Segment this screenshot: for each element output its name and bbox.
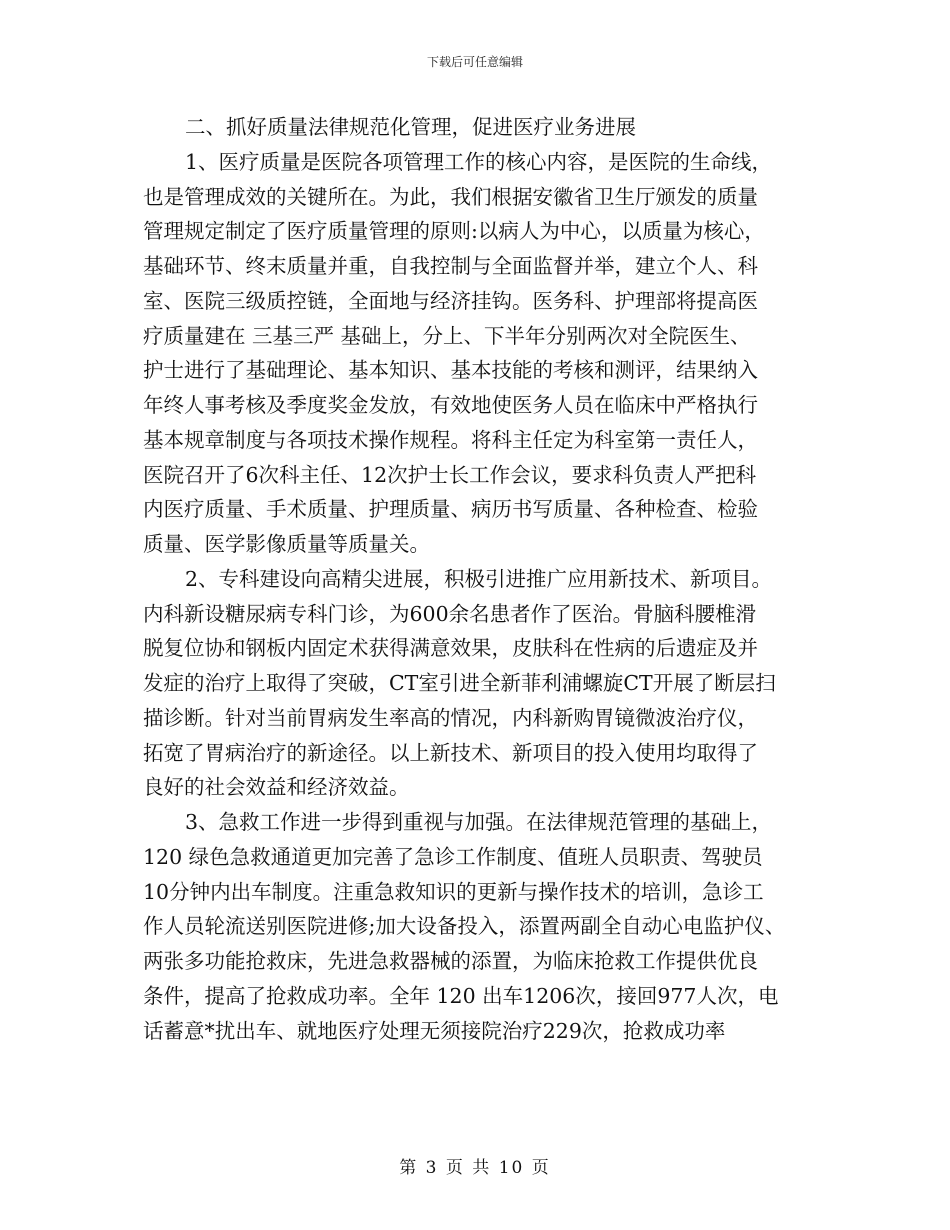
section-heading: 二、抓好质量法律规范化管理，促进医疗业务进展 xyxy=(185,115,636,139)
paragraph-line: 内医疗质量、手术质量、护理质量、病历书写质量、各种检查、检验 xyxy=(143,497,758,522)
paragraph-line: 2、专科建设向高精尖进展，积极引进推广应用新技术、新项目。 xyxy=(185,566,773,591)
paragraph-line: 良好的社会效益和经济效益。 xyxy=(143,775,410,800)
paragraph-line: 室、医院三级质控链，全面地与经济挂钩。医务科、护理部将提高医 xyxy=(143,288,758,313)
paragraph-line: 脱复位协和钢板内固定术获得满意效果，皮肤科在性病的后遗症及并 xyxy=(143,636,758,661)
paragraph-line: 年终人事考核及季度奖金发放，有效地使医务人员在临床中严格执行 xyxy=(143,393,758,417)
paragraph-line: 疗质量建在 三基三严 基础上，分上、下半年分别两次对全院医生、 xyxy=(143,323,751,348)
paragraph-line: 基础环节、终末质量并重，自我控制与全面监督并举，建立个人、科 xyxy=(143,254,758,278)
paragraph-line: 120 绿色急救通道更加完善了急诊工作制度、值班人员职责、驾驶员 xyxy=(143,844,763,869)
paragraph-line: 也是管理成效的关键所在。为此，我们根据安徽省卫生厅颁发的质量 xyxy=(143,184,758,209)
document-body xyxy=(143,110,813,1048)
paragraph-line: 医院召开了6次科主任、12次护士长工作会议，要求科负责人严把科 xyxy=(143,462,757,487)
page-number: 第 3 页 共 10 页 xyxy=(399,1158,551,1178)
paragraph-line: 拓宽了胃病治疗的新途径。以上新技术、新项目的投入使用均取得了 xyxy=(143,740,758,765)
paragraph-line: 话蓄意*扰出车、就地医疗处理无须接院治疗229次，抢救成功率 xyxy=(143,1018,726,1043)
paragraph-line: 1、医疗质量是医院各项管理工作的核心内容，是医院的生命线， xyxy=(185,149,773,174)
page-header: 下载后可任意编辑 xyxy=(426,55,523,69)
paragraph-line: 发症的治疗上取得了突破，CT室引进全新菲利浦螺旋CT开展了断层扫 xyxy=(143,671,776,695)
paragraph-line: 基本规章制度与各项技术操作规程。将科主任定为科室第一责任人， xyxy=(143,427,758,452)
paragraph-line: 描诊断。针对当前胃病发生率高的情况，内科新购胃镜微波治疗仪， xyxy=(143,705,758,730)
paragraph-line: 管理规定制定了医疗质量管理的原则:以病人为中心，以质量为核心， xyxy=(143,219,765,244)
paragraph-line: 10分钟内出车制度。注重急救知识的更新与操作技术的培训，急诊工 xyxy=(143,879,764,904)
paragraph-line: 质量、医学影像质量等质量关。 xyxy=(143,532,430,556)
paragraph-line: 3、急救工作进一步得到重视与加强。在法律规范管理的基础上， xyxy=(185,810,773,834)
paragraph-line: 护士进行了基础理论、基本知识、基本技能的考核和测评，结果纳入 xyxy=(143,358,758,383)
paragraph-line: 两张多功能抢救床，先进急救器械的添置，为临床抢救工作提供优良 xyxy=(143,949,758,973)
paragraph-line: 条件，提高了抢救成功率。全年 120 出车1206次，接回977人次，电 xyxy=(143,983,779,1008)
paragraph-line: 内科新设糖尿病专科门诊，为600余名患者作了医治。骨脑科腰椎滑 xyxy=(143,601,757,626)
paragraph-line: 作人员轮流送别医院进修;加大设备投入，添置两副全自动心电监护仪、 xyxy=(143,914,786,939)
